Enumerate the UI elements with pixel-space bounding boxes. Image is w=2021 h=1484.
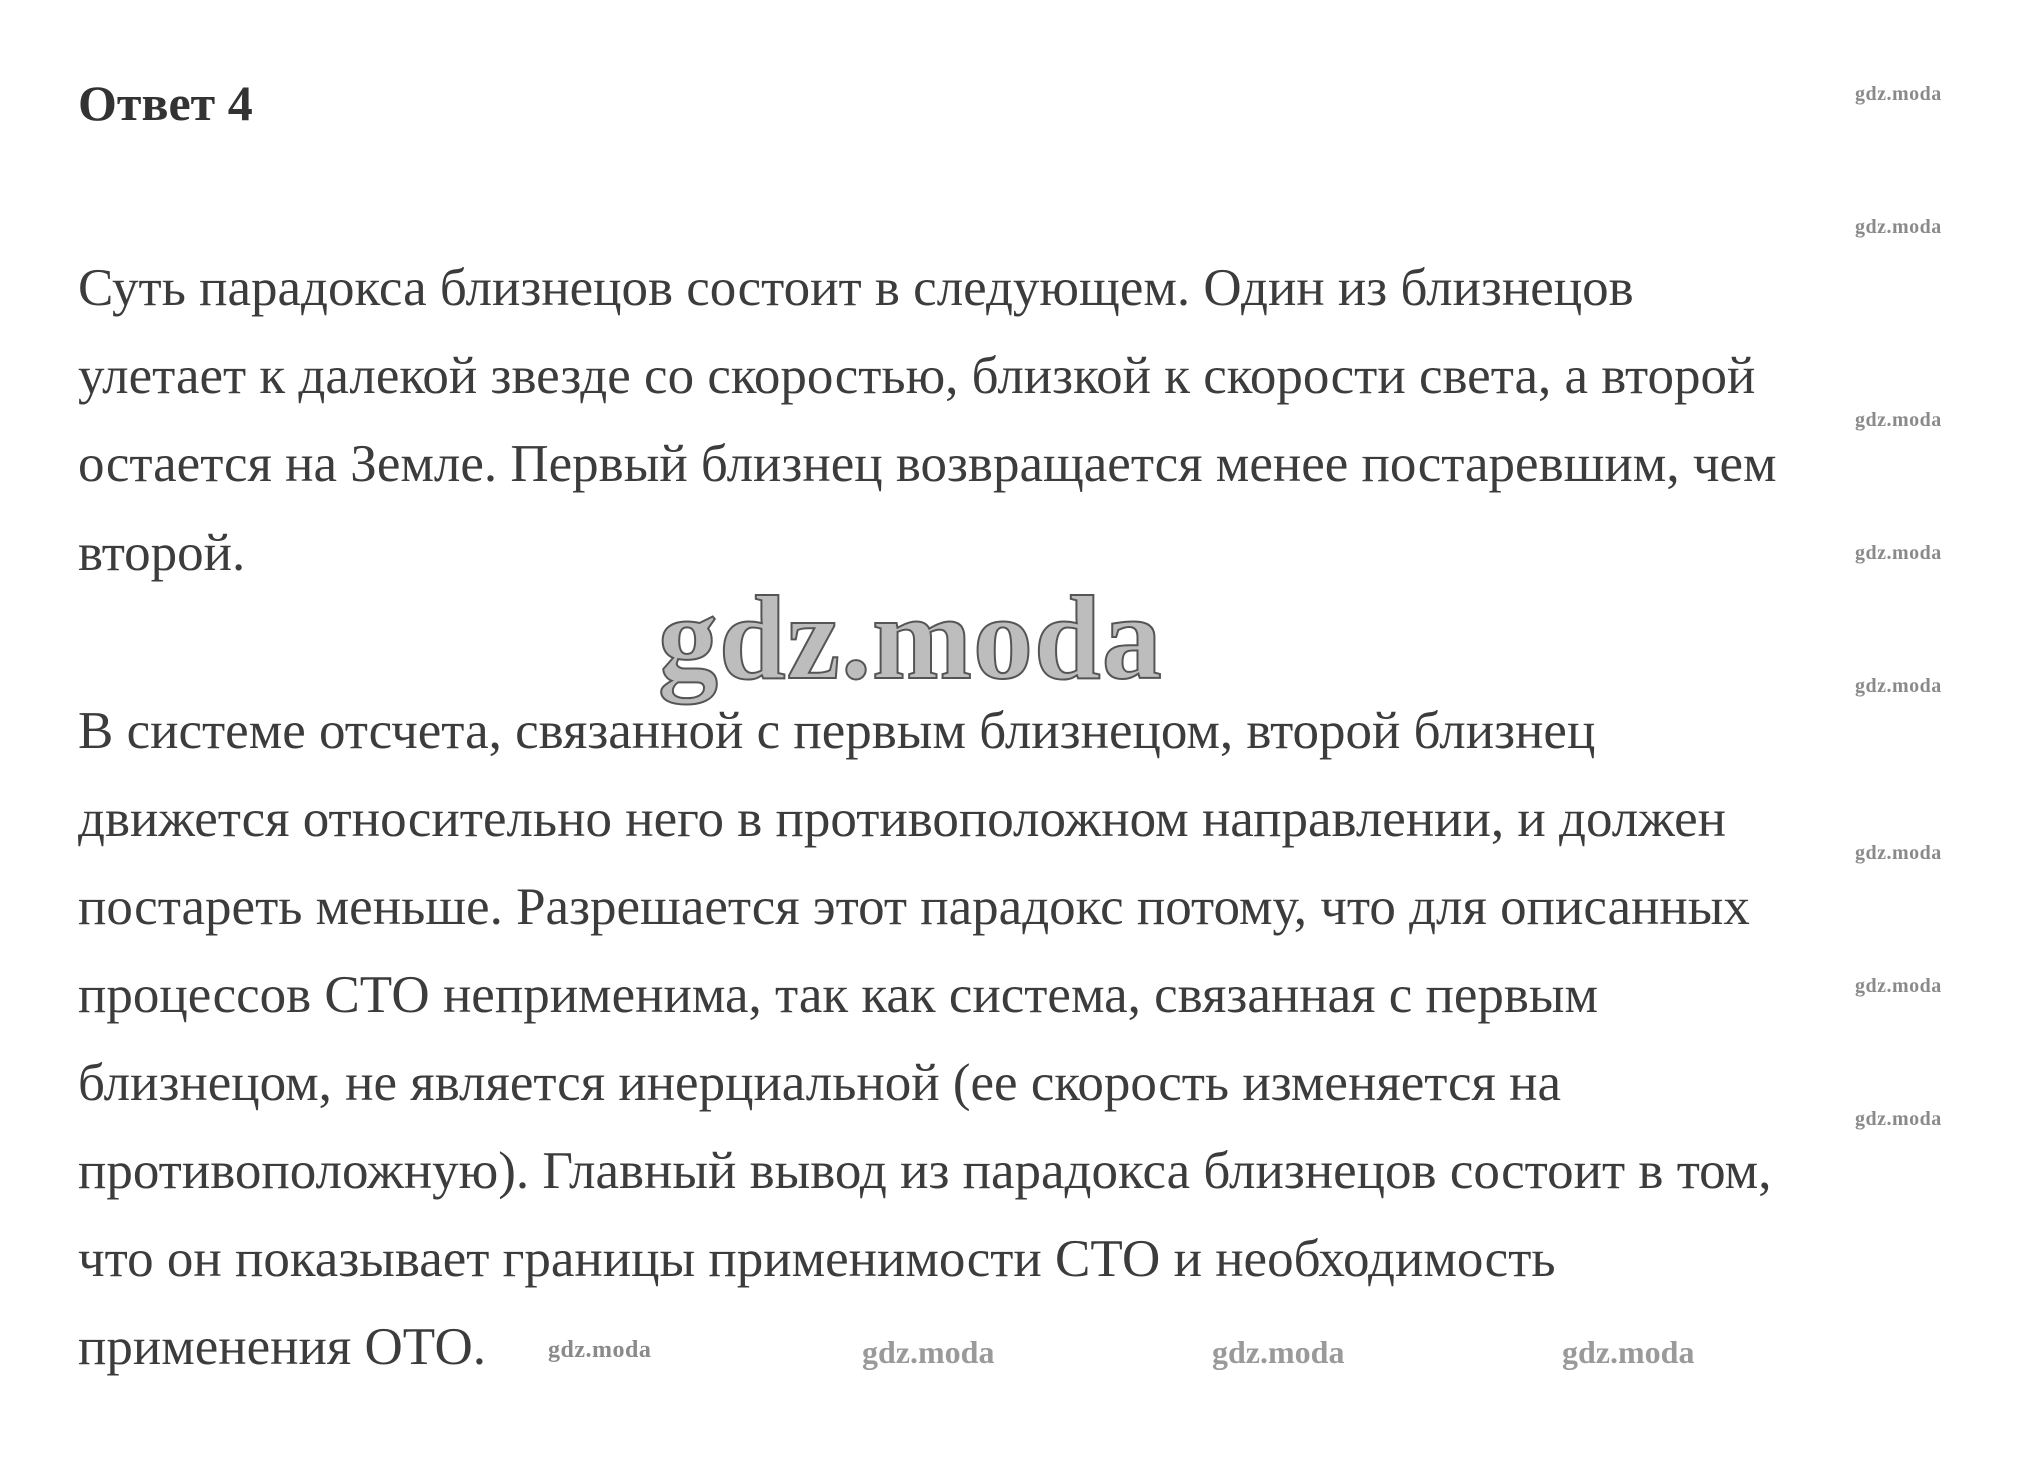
text-line: применения ОТО. — [78, 1318, 487, 1376]
text-line: процессов СТО неприменима, так как система, связанная с первым — [78, 966, 1599, 1024]
watermark-small: gdz.moda — [548, 1337, 652, 1363]
watermark-small: gdz.moda — [1855, 1108, 1942, 1130]
watermark-small: gdz.moda — [1855, 842, 1942, 864]
text-line: противоположную). Главный вывод из парадокса близнецов состоит в том, — [78, 1142, 1772, 1200]
text-line: движется относительно него в противоположном направлении, и должен — [78, 790, 1727, 848]
watermark-bottom: gdz.moda — [1562, 1334, 1695, 1370]
text-line: В системе отсчета, связанной с первым близнецом, второй близнец — [78, 702, 1596, 760]
answer-title: Ответ 4 — [78, 75, 253, 131]
text-line: постареть меньше. Разрешается этот парадокс потому, что для описанных — [78, 878, 1750, 936]
watermark-small: gdz.moda — [1855, 409, 1942, 431]
text-line: Суть парадокса близнецов состоит в следующем. Один из близнецов — [78, 259, 1634, 317]
watermark-bottom: gdz.moda — [1212, 1334, 1345, 1370]
text-line: что он показывает границы применимости СТО и необходимость — [78, 1230, 1556, 1288]
watermark-small: gdz.moda — [1855, 975, 1942, 997]
watermark-center: gdz.moda — [658, 571, 1163, 704]
watermark-bottom: gdz.moda — [862, 1334, 995, 1370]
watermark-small: gdz.moda — [1855, 542, 1942, 564]
text-line: остается на Земле. Первый близнец возвращается менее постаревшим, чем — [78, 435, 1777, 493]
text-line: близнецом, не является инерциальной (ее скорость изменяется на — [78, 1054, 1562, 1112]
text-line: второй. — [78, 524, 246, 582]
text-line: улетает к далекой звезде со скоростью, близкой к скорости света, а второй — [78, 347, 1756, 405]
watermark-small: gdz.moda — [1855, 83, 1942, 105]
watermark-small: gdz.moda — [1855, 675, 1942, 697]
watermark-small: gdz.moda — [1855, 216, 1942, 238]
